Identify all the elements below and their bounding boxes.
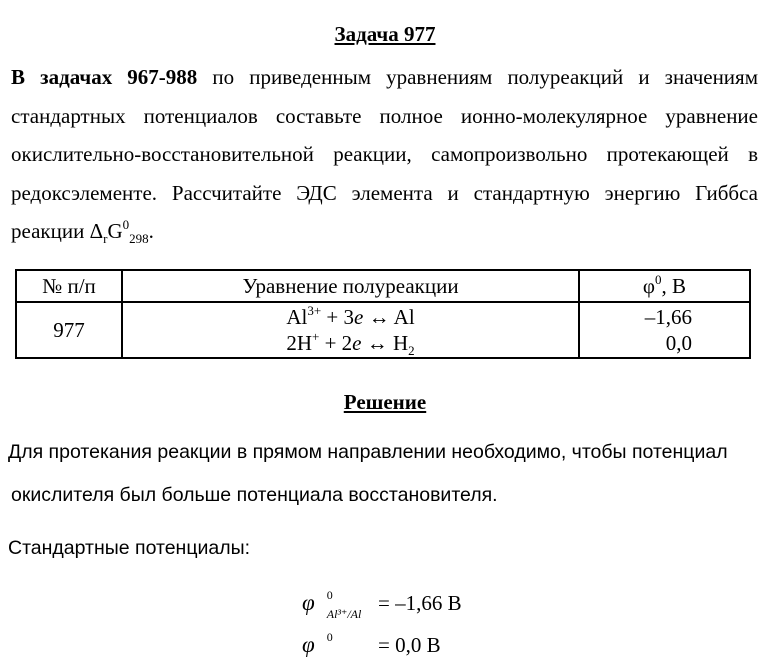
half-reaction-table	[15, 269, 751, 359]
gibbs-symbol: $\Delta_rG^0_{298}$	[89, 217, 149, 246]
half-reaction-h: 2H+ + 2e ↔ $H_2$	[286, 329, 415, 358]
solution-title: Решение	[343, 390, 427, 414]
table-header-row	[16, 270, 750, 302]
row-potentials	[579, 302, 750, 358]
formula-h: φ 0 = 0,0 В	[302, 630, 441, 657]
header-equation: Уравнение полуреакции	[122, 270, 579, 302]
row-equations	[122, 302, 579, 358]
formula-al: φ 0 Al³⁺/Al = –1,66 В	[302, 588, 462, 621]
solution-line-1: Для протекания реакции в прямом направлении необходимо, чтобы потенциал	[8, 441, 728, 463]
potential-al: –1,66	[644, 305, 692, 329]
task-title: Задача 977	[334, 22, 436, 46]
task-text: по приведенным уравнениям полуреакций и значениям стандартных потенциалов составьте полное ионно-молекулярное уравнение окислительно-восстановительной реакции, самопроизвольно протекающей в редоксэлементе. Рассчитайте ЭДС элемента и стандартную энергию Гиббса реакции	[11, 65, 758, 243]
header-num: № п/п	[16, 270, 122, 302]
task-statement: В задачах 967-988 по приведенным уравнениям полуреакций и значениям стандартных потенциалов составьте полное ионно-молекулярное уравнение окислительно-восстановительной реакции, самопроизвольно протекающей в редоксэлементе. Рассчитайте ЭДС элемента и стандартную энергию Гиббса реакции $\Delta_rG^0_{298}$.	[11, 65, 758, 246]
solution-line-2: окислителя был больше потенциала восстановителя.	[11, 484, 498, 506]
standard-potentials-label: Стандартные потенциалы:	[8, 537, 251, 559]
task-range: В задачах 967-988	[11, 65, 198, 89]
potential-h: 0,0	[665, 331, 692, 355]
half-reaction-al: $Al^{3+} + 3e$ ↔ Al	[286, 303, 415, 329]
row-num: 977	[16, 302, 122, 358]
table-row	[16, 302, 750, 358]
header-potential: $\varphi^0$, В	[579, 270, 750, 302]
